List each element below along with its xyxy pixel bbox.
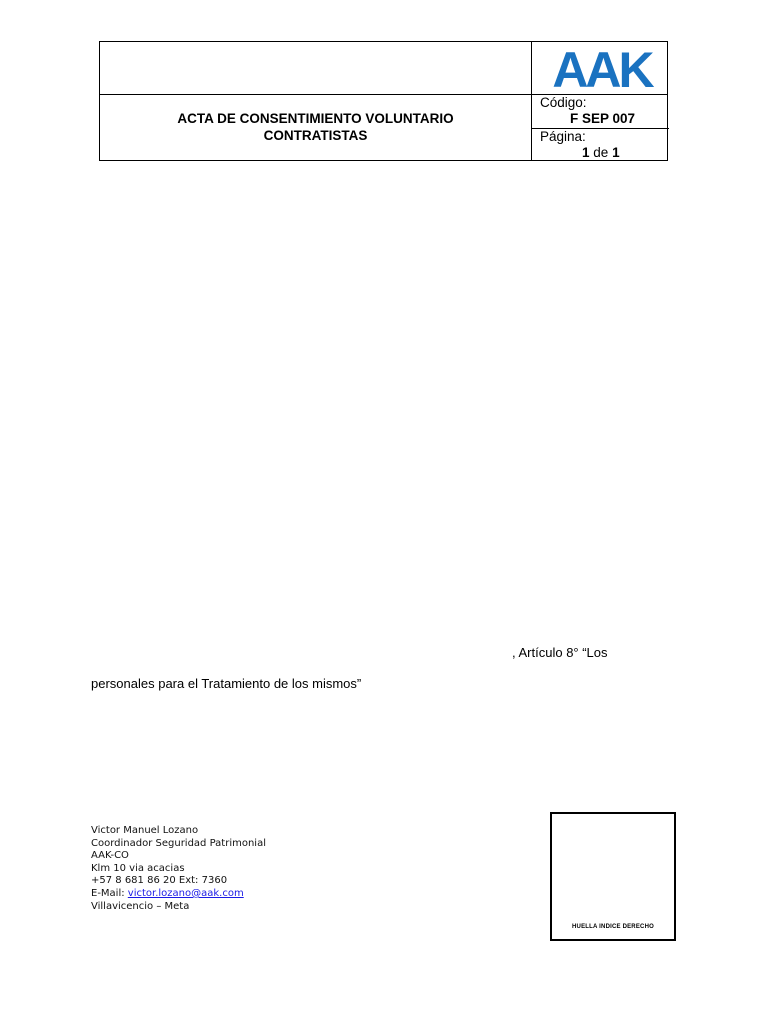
contact-email-line	[91, 888, 266, 901]
contact-address: Klm 10 via acacias	[91, 862, 185, 874]
code-label: Código:	[540, 95, 587, 110]
document-header	[99, 41, 668, 161]
page-label: Página:	[540, 129, 586, 144]
page-of: de	[593, 145, 609, 160]
fingerprint-box	[550, 812, 676, 941]
page-current: 1	[582, 145, 590, 160]
contact-phone: +57 8 681 86 20 Ext: 7360	[91, 875, 228, 887]
page-number	[582, 145, 620, 160]
aak-logo-text: AAK	[552, 43, 652, 93]
code-value: F SEP 007	[570, 111, 636, 126]
title-line-1: ACTA DE CONSENTIMIENTO VOLUNTARIO	[177, 111, 454, 126]
contact-name: Victor Manuel Lozano	[91, 825, 199, 836]
body-text-fragment-2: personales para el Tratamiento de los mismos”	[91, 676, 362, 691]
aak-logo	[541, 43, 663, 93]
fingerprint-label: HUELLA INDICE DERECHO	[572, 924, 654, 930]
header-vertical-divider	[531, 42, 532, 160]
email-label: E-Mail:	[91, 887, 128, 899]
page-total: 1	[612, 145, 620, 160]
title-line-2: CONTRATISTAS	[263, 128, 368, 143]
email-link[interactable]: victor.lozano@aak.com	[127, 887, 244, 899]
contact-city: Villavicencio – Meta	[91, 900, 190, 912]
contact-company: AAK-CO	[91, 850, 129, 862]
document-title	[100, 110, 531, 144]
body-text-fragment-1: , Artículo 8° “Los	[512, 645, 608, 660]
contact-role: Coordinador Seguridad Patrimonial	[91, 837, 266, 849]
contact-block	[91, 825, 266, 913]
